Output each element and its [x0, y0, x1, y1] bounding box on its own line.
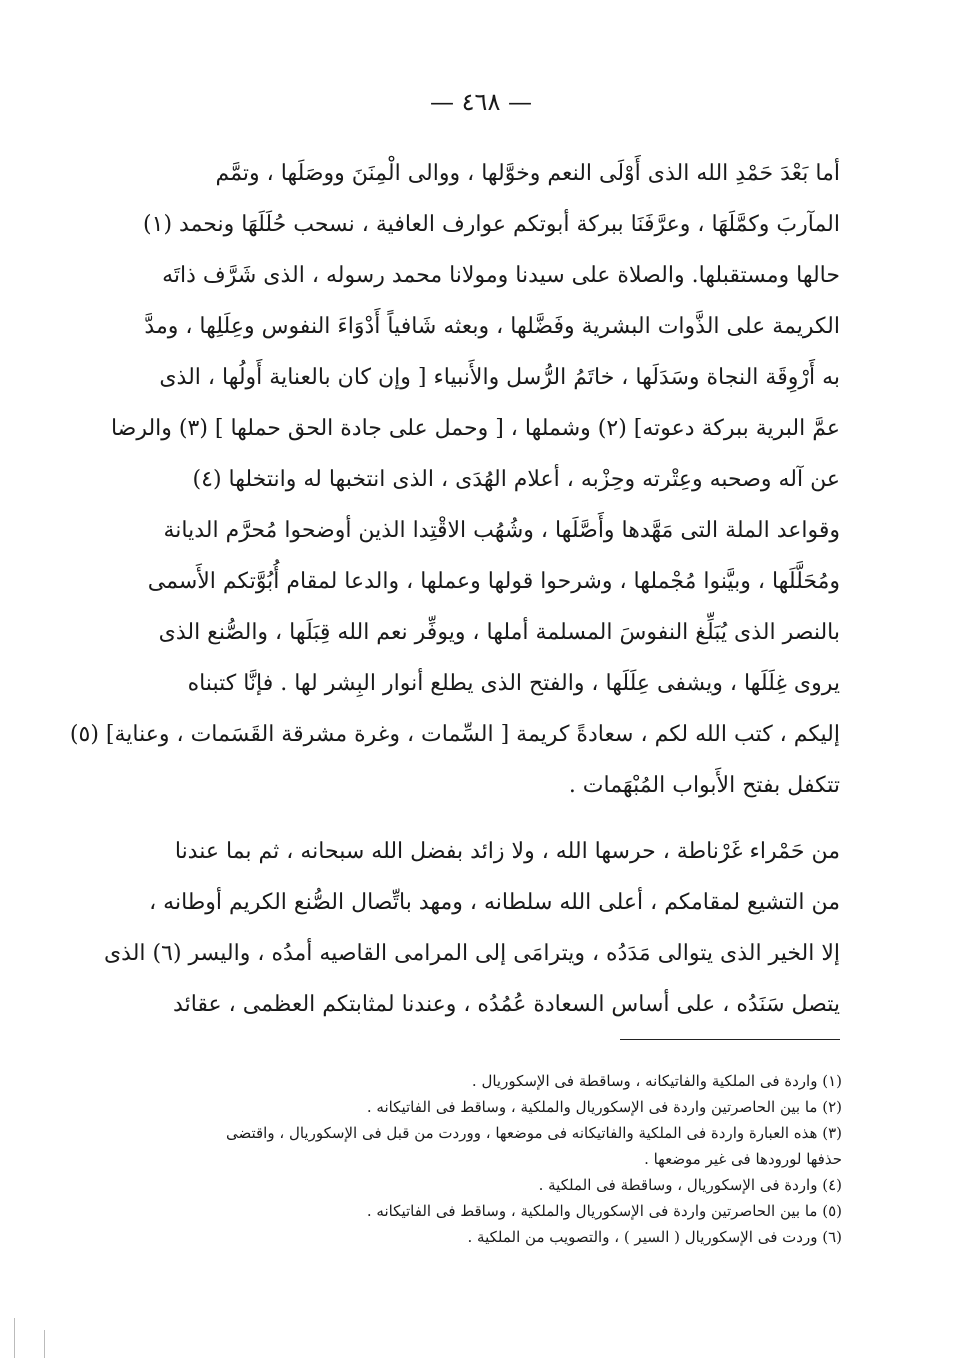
text-line: المآربَ وكمَّلَهَا ، وعرَّفَنَا ببركة أبوتكم عوارف العافية ، نسحب حُلَلَهَا ونحمد (١) — [143, 212, 840, 237]
text-line: بالنصر الذى يُبَلِّغ النفوسَ المسلمة أملها ، ويوفِّر نعم الله قِبَلَها ، والصُّنع الذى — [158, 620, 840, 645]
footnote-separator — [620, 1039, 840, 1040]
text-line: من التشيع لمقامكم ، أعلى الله سلطانه ، ومهد باتِّصال الصُّنع الكريم أوطانه ، — [149, 890, 840, 915]
text-line: تتكفل بفتح الأَبواب المُبْهَمات . — [568, 773, 840, 798]
footnote-4: (٤) واردة فى الإسكوريال ، وساقطة فى الملكية . — [538, 1176, 842, 1194]
text-line: عن آله وصحبه وعِتْرته وحِزْبه ، أعلام الهُدَى ، الذى انتخبها له وانتخلها (٤) — [192, 467, 840, 492]
footnote-1: (١) واردة فى الملكية والفاتيكانه ، وساقطة فى الإسكوريال . — [471, 1072, 842, 1090]
footnote-6: (٦) وردت فى الإسكوريال ( السير ) ، والتصويب من الملكية . — [467, 1228, 842, 1246]
body-paragraph-2 — [103, 826, 840, 1030]
page-number: — ٤٦٨ — — [430, 88, 532, 116]
scan-edge-mark — [44, 1330, 45, 1358]
text-line: وقواعد الملة التى مَهَّدها وأَصَّلَها ، وشُهُب الاقْتِدا الذين أوضحوا مُحرَّم الديانة — [163, 518, 840, 543]
text-line: يروى غِلَلَها ، ويشفى عِلَلَها ، والفتح الذى يطلع أنوار البِشر لها . فإنَّا كتبناه — [187, 671, 840, 696]
text-line: به أَرْوِقَة النجاة وسَدَلَها ، خاتَمُ الرُّسل والأَنبياء [ وإن كان بالعناية أَولُها ، الذى — [159, 365, 840, 390]
text-line: إلا الخير الذى يتوالى مَدَدُه ، ويترامَى إلى المرامى القاصيه أمدُه ، واليسر (٦) الذى — [103, 941, 840, 966]
text-line: إليكم ، كتب الله لكم ، سعادةً كريمة [ السِّمات ، وغرة مشرقة القَسَمات ، وعناية] (٥) — [69, 722, 840, 747]
text-line: ومُحَلَّلَها ، وبيَّنوا مُجْملها ، وشرحوا قولها وعملها ، والدعا لمقام أُبُوَّتكم الأَسمى — [147, 569, 840, 594]
text-line: الكريمة على الذَّوات البشرية وفَضَّلها ، وبعثه شَافياً أَدْوَاءَ النفوس وعِلَلِها ، ومدَّ — [144, 314, 840, 339]
footnote-3-continued: حذفها لورودها فى غير موضعها . — [644, 1150, 842, 1168]
text-line: من حَمْراء غَرْناطة ، حرسها الله ، ولا زائد بفضل الله سبحانه ، ثم بما عندنا — [174, 839, 840, 864]
footnote-3: (٣) هذه العبارة واردة فى الملكية والفاتيكانه فى موضعها ، ووردت من قبل فى الإسكوريال ، واقتضى — [225, 1124, 842, 1142]
footnotes — [106, 1068, 842, 1250]
text-line: حالها ومستقبلها. والصلاة على سيدنا ومولانا محمد رسوله ، الذى شَرَّف ذاتَه — [162, 263, 840, 288]
text-line: يتصل سَنَدُه ، على أساس السعادة عُمُدُه ، وعندنا لمثابتكم العظمى ، عقائد — [173, 992, 840, 1017]
footnote-5: (٥) ما بين الحاصرتين واردة فى الإسكوريال والملكية ، وساقط فى الفاتيكانه . — [366, 1202, 842, 1220]
text-line: أما بَعْدَ حَمْدِ الله الذى أَوْلَى النعم وخوَّلها ، ووالى الْمِنَنَ ووصَلَها ، وتمَّم — [215, 161, 840, 186]
text-line: عمَّ البرية ببركة دعوته] (٢) وشملها ، [ وحمل على جادة الحق حملها ] (٣) والرضا — [110, 416, 840, 441]
scan-edge-mark — [14, 1318, 15, 1358]
body-paragraph-1 — [69, 148, 840, 811]
footnote-2: (٢) ما بين الحاصرتين واردة فى الإسكوريال والملكية ، وساقط فى الفاتيكانه . — [366, 1098, 842, 1116]
